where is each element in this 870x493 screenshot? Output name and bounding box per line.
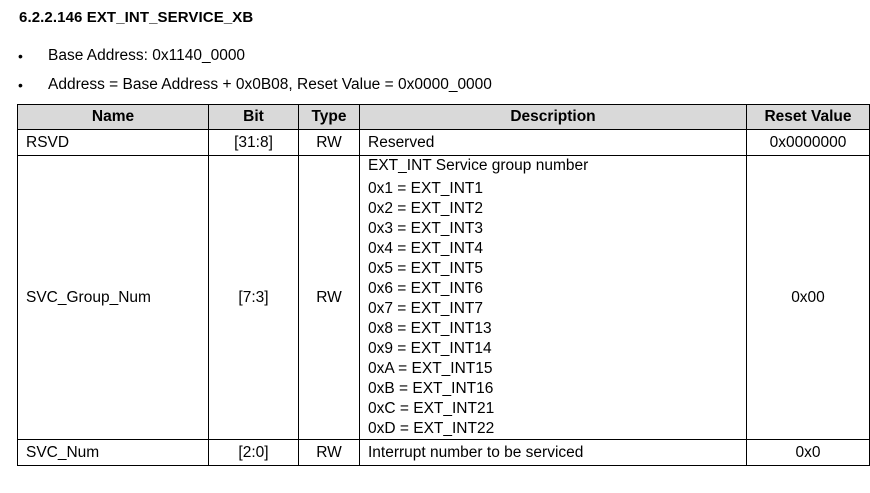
description-line: 0xA = EXT_INT15 <box>368 360 493 377</box>
bullet-base-address <box>18 46 492 75</box>
field-description <box>360 156 747 440</box>
header-name: Name <box>18 105 209 130</box>
description-line: 0x6 = EXT_INT6 <box>368 280 484 297</box>
table-row <box>18 130 870 156</box>
description-line: 0x1 = EXT_INT1 <box>368 180 484 197</box>
field-name: SVC_Group_Num <box>18 156 209 440</box>
table-row <box>18 440 870 466</box>
header-type: Type <box>299 105 360 130</box>
field-description: Interrupt number to be serviced <box>360 440 747 466</box>
description-line: 0xC = EXT_INT21 <box>368 400 495 417</box>
field-name: SVC_Num <box>18 440 209 466</box>
description-line: 0x3 = EXT_INT3 <box>368 220 484 237</box>
description-line: 0x8 = EXT_INT13 <box>368 320 492 337</box>
register-table <box>17 104 870 466</box>
description-line: 0x7 = EXT_INT7 <box>368 300 484 317</box>
field-type: RW <box>299 130 360 156</box>
field-bit: [7:3] <box>209 156 299 440</box>
address-reset-text: Address = Base Address + 0x0B08, Reset Value = 0x0000_0000 <box>48 76 492 93</box>
field-type: RW <box>299 156 360 440</box>
field-reset-value: 0x0000000 <box>747 130 870 156</box>
field-reset-value: 0x0 <box>747 440 870 466</box>
header-reset-value: Reset Value <box>747 105 870 130</box>
description-line: 0x4 = EXT_INT4 <box>368 240 484 257</box>
description-line: 0x9 = EXT_INT14 <box>368 340 492 357</box>
header-bit: Bit <box>209 105 299 130</box>
description-line: 0xD = EXT_INT22 <box>368 420 495 437</box>
field-name: RSVD <box>18 130 209 156</box>
address-bullet-list <box>18 46 492 104</box>
description-line: 0x2 = EXT_INT2 <box>368 200 484 217</box>
table-row <box>18 156 870 440</box>
field-bit: [31:8] <box>209 130 299 156</box>
bullet-dot-icon: • <box>18 48 23 64</box>
field-bit: [2:0] <box>209 440 299 466</box>
field-description: Reserved <box>360 130 747 156</box>
description-title: EXT_INT Service group number <box>368 157 589 174</box>
section-title: 6.2.2.146 EXT_INT_SERVICE_XB <box>19 9 254 26</box>
bullet-address-reset <box>18 75 492 104</box>
description-line: 0x5 = EXT_INT5 <box>368 260 484 277</box>
table-header-row <box>18 105 870 130</box>
header-description: Description <box>360 105 747 130</box>
description-line: 0xB = EXT_INT16 <box>368 380 494 397</box>
bullet-dot-icon: • <box>18 77 23 93</box>
field-type: RW <box>299 440 360 466</box>
field-reset-value: 0x00 <box>747 156 870 440</box>
base-address-text: Base Address: 0x1140_0000 <box>48 47 246 64</box>
